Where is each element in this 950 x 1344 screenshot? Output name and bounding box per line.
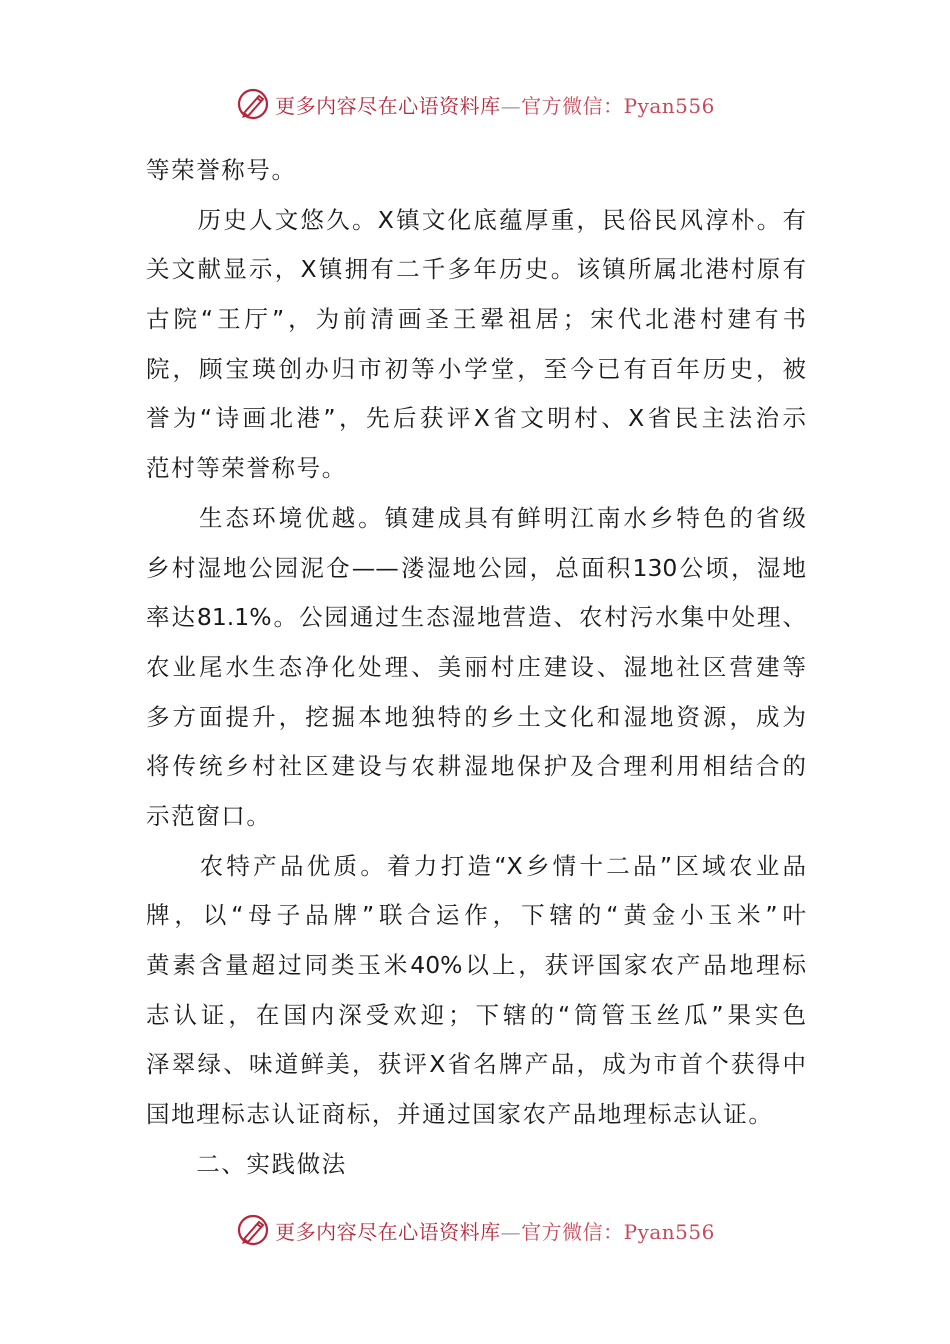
text-line: 生态环境优越。镇建成具有鲜明江南水乡特色的省级 [146,503,806,532]
text-line: 国地理标志认证商标，并通过国家农产品地理标志认证。 [146,1100,774,1129]
text-line: 誉为“诗画北港”，先后获评X省文明村、X省民主法治示 [146,404,806,433]
pen-circle-icon [235,86,271,122]
text-line: 将传统乡村社区建设与农耕湿地保护及合理利用相结合的 [146,752,806,781]
watermark-text: 更多内容尽在心语资料库—官方微信：Pyan556 [275,93,715,118]
pen-circle-icon [235,1212,271,1248]
text-line: 志认证，在国内深受欢迎；下辖的“筒管玉丝瓜”果实色 [146,1000,806,1029]
text-line: 牌，以“母子品牌”联合运作，下辖的“黄金小玉米”叶 [146,901,806,930]
document-body [146,146,806,1189]
text-line: 范村等荣誉称号。 [146,454,347,483]
text-line: 历史人文悠久。X镇文化底蕴厚重，民俗民风淳朴。有 [146,205,806,234]
text-line: 率达81.1%。公园通过生态湿地营造、农村污水集中处理、 [146,603,806,632]
text-line: 泽翠绿、味道鲜美，获评X省名牌产品，成为市首个获得中 [146,1050,806,1079]
text-line: 等荣誉称号。 [146,156,297,184]
watermark-footer [0,1210,950,1250]
text-line: 古院“王厅”，为前清画圣王翚祖居；宋代北港村建有书 [146,305,806,334]
text-line: 农业尾水生态净化处理、美丽村庄建设、湿地社区营建等 [146,652,806,681]
text-line: 农特产品优质。着力打造“X乡情十二品”区域农业品 [146,851,806,880]
watermark-header [0,84,950,124]
text-line: 多方面提升，挖掘本地独特的乡土文化和湿地资源，成为 [146,702,806,731]
watermark-text: 更多内容尽在心语资料库—官方微信：Pyan556 [275,1219,715,1244]
text-line: 乡村湿地公园泥仓——溇湿地公园，总面积130公顷，湿地 [146,553,806,582]
section-heading: 二、实践做法 [146,1149,347,1178]
text-line: 关文献显示，X镇拥有二千多年历史。该镇所属北港村原有 [146,255,806,284]
text-line: 示范窗口。 [146,801,272,830]
text-line: 院，顾宝瑛创办归市初等小学堂，至今已有百年历史，被 [146,354,806,383]
text-line: 黄素含量超过同类玉米40%以上，获评国家农产品地理标 [146,951,806,979]
